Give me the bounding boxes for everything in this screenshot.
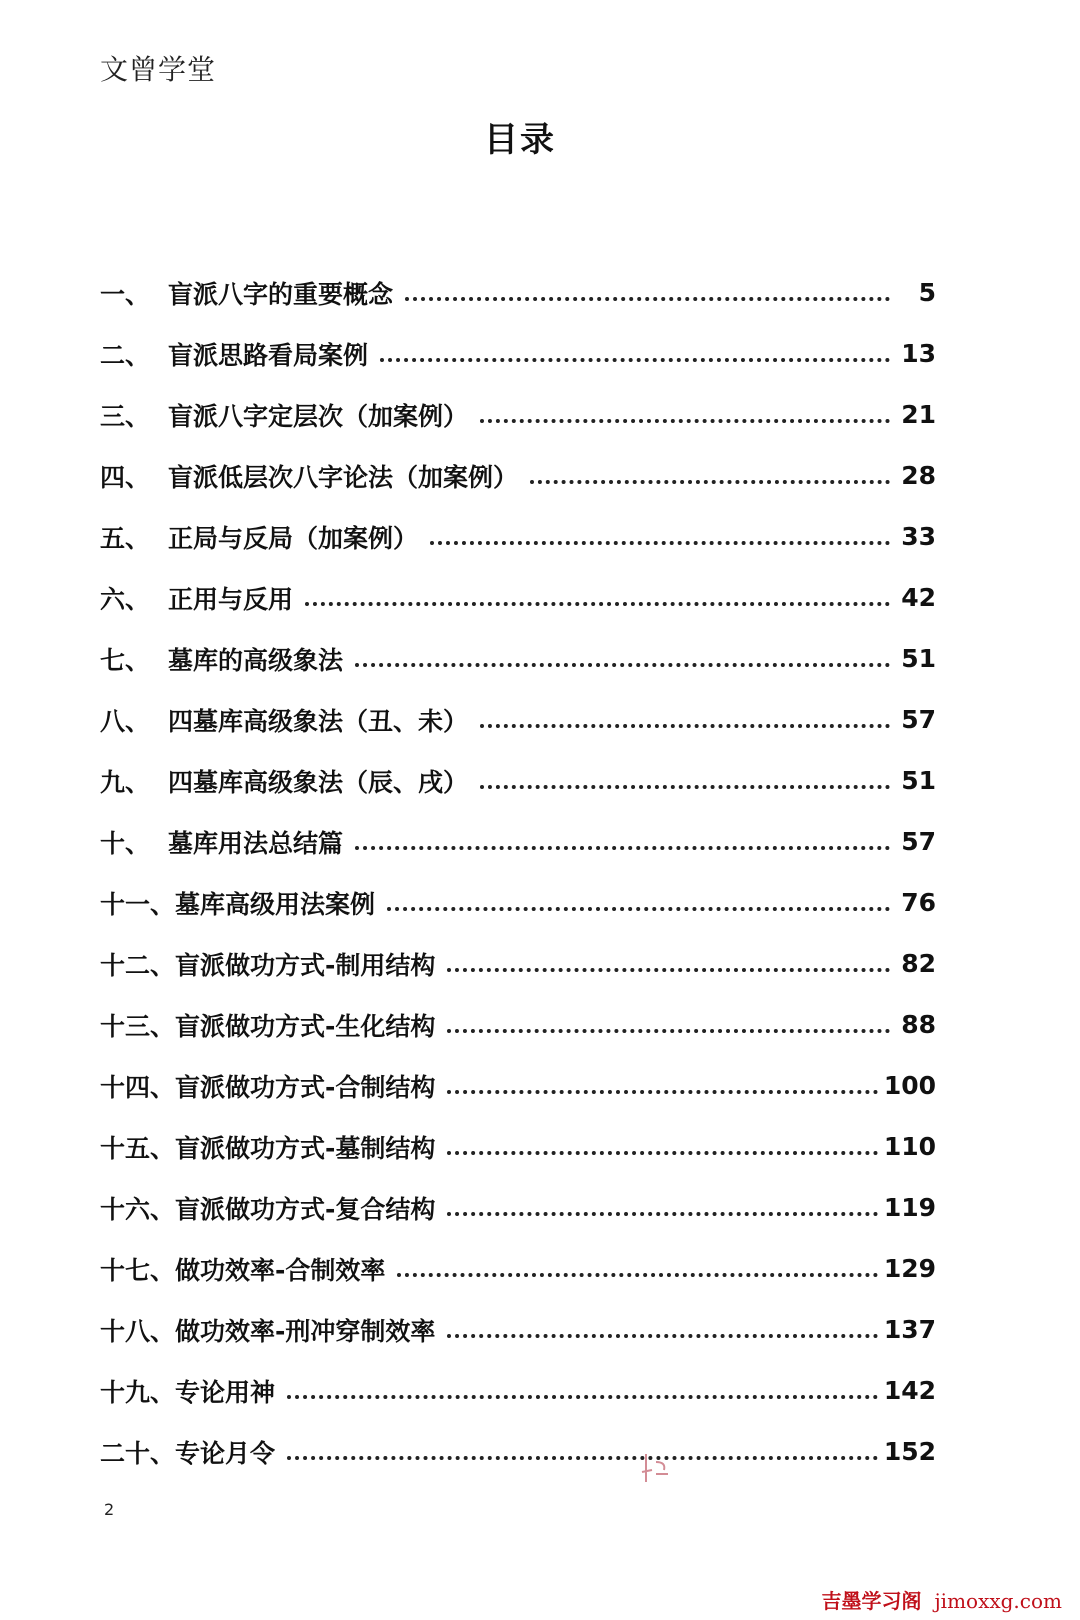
toc-entry <box>100 262 936 323</box>
toc-entry-title: 盲派做功方式-复合结构 <box>175 1194 436 1224</box>
toc-entry-page: 21 <box>901 400 936 429</box>
toc-entry-number: 十六、 <box>100 1194 176 1224</box>
toc-entry <box>100 1055 936 1116</box>
toc-leader-dots <box>480 724 890 728</box>
toc-leader-dots <box>447 1151 877 1155</box>
toc-leader-dots <box>355 663 890 667</box>
toc-entry <box>100 1116 936 1177</box>
toc-entry-number: 十七、 <box>100 1255 176 1285</box>
toc-entry-page: 100 <box>883 1071 936 1100</box>
toc-entry <box>100 1360 936 1421</box>
toc-entry-number: 六、 <box>100 584 151 614</box>
toc-entry-number: 十五、 <box>100 1133 176 1163</box>
toc-entry-page: 119 <box>883 1193 936 1222</box>
toc-leader-dots <box>355 846 890 850</box>
toc-entry-number: 十二、 <box>100 950 176 980</box>
toc-entry-title: 做功效率-刑冲穿制效率 <box>175 1316 436 1346</box>
toc-entry-page: 13 <box>901 339 936 368</box>
toc-entry-title: 盲派低层次八字论法（加案例） <box>168 462 519 492</box>
toc-leader-dots <box>480 785 890 789</box>
toc-entry-number: 七、 <box>100 645 151 675</box>
site-watermark <box>822 1585 1063 1614</box>
toc-leader-dots <box>447 1334 877 1338</box>
toc-entry-title: 墓库的高级象法 <box>168 645 344 675</box>
toc-entry-number: 十三、 <box>100 1011 176 1041</box>
document-header: 文曾学堂 <box>100 53 217 86</box>
toc-leader-dots <box>430 541 890 545</box>
toc-entry <box>100 1177 936 1238</box>
toc-entry <box>100 872 936 933</box>
toc-entry <box>100 1299 936 1360</box>
toc-leader-dots <box>447 1212 877 1216</box>
toc-entry-page: 42 <box>901 583 936 612</box>
toc-entry-page: 137 <box>883 1315 936 1344</box>
toc-entry-page: 110 <box>883 1132 936 1161</box>
watermark-en: jimoxxg.com <box>934 1589 1062 1613</box>
toc-entry-number: 二十、 <box>100 1438 176 1468</box>
toc-entry-title: 做功效率-合制效率 <box>175 1255 386 1285</box>
toc-entry <box>100 750 936 811</box>
toc-entry-title: 正用与反用 <box>168 584 294 614</box>
toc-leader-dots <box>480 419 890 423</box>
toc-entry-page: 28 <box>901 461 936 490</box>
toc-entry-title: 盲派做功方式-制用结构 <box>175 950 436 980</box>
toc-entry-number: 五、 <box>100 523 151 553</box>
toc-entry-title: 专论月令 <box>175 1438 276 1468</box>
toc-entry-number: 十四、 <box>100 1072 176 1102</box>
toc-entry-title: 盲派八字定层次（加案例） <box>168 401 469 431</box>
toc-entry-number: 九、 <box>100 767 151 797</box>
stamp-mark <box>640 1452 670 1488</box>
toc-entry-title: 盲派做功方式-合制结构 <box>175 1072 436 1102</box>
toc-entry <box>100 506 936 567</box>
toc-entry-page: 82 <box>901 949 936 978</box>
toc-entry-number: 十九、 <box>100 1377 176 1407</box>
toc-leader-dots <box>447 1029 890 1033</box>
toc-entry-number: 八、 <box>100 706 151 736</box>
toc-entry-page: 5 <box>918 278 936 307</box>
toc-entry-number: 十、 <box>100 828 151 858</box>
toc-entry-page: 76 <box>901 888 936 917</box>
toc-entry-page: 142 <box>883 1376 936 1405</box>
toc-entry <box>100 994 936 1055</box>
toc-leader-dots <box>530 480 890 484</box>
toc-leader-dots <box>405 297 890 301</box>
toc-entry-title: 盲派思路看局案例 <box>168 340 369 370</box>
toc-entry-number: 二、 <box>100 340 151 370</box>
toc-entry <box>100 567 936 628</box>
toc-entry <box>100 628 936 689</box>
toc-entry-number: 三、 <box>100 401 151 431</box>
toc-entry-title: 盲派做功方式-生化结构 <box>175 1011 436 1041</box>
page-title: 目录 <box>484 120 556 160</box>
toc-entry-page: 57 <box>901 827 936 856</box>
table-of-contents <box>100 262 936 1482</box>
toc-entry <box>100 323 936 384</box>
toc-entry <box>100 384 936 445</box>
toc-entry-page: 152 <box>883 1437 936 1466</box>
toc-entry <box>100 1421 936 1482</box>
toc-entry-title: 墓库用法总结篇 <box>168 828 344 858</box>
toc-leader-dots <box>447 1090 877 1094</box>
toc-leader-dots <box>305 602 890 606</box>
toc-entry-title: 专论用神 <box>175 1377 276 1407</box>
toc-entry-title: 四墓库高级象法（丑、未） <box>168 706 469 736</box>
toc-leader-dots <box>387 907 890 911</box>
toc-leader-dots <box>380 358 890 362</box>
toc-entry-page: 57 <box>901 705 936 734</box>
toc-entry-title: 正局与反局（加案例） <box>168 523 419 553</box>
toc-entry <box>100 445 936 506</box>
page-number: 2 <box>104 1500 115 1519</box>
watermark-cn: 吉墨学习阁 <box>821 1589 922 1613</box>
toc-leader-dots <box>287 1456 878 1460</box>
toc-entry-number: 一、 <box>100 279 151 309</box>
toc-entry-page: 51 <box>901 644 936 673</box>
toc-entry-number: 十一、 <box>100 889 176 919</box>
toc-entry-number: 十八、 <box>100 1316 176 1346</box>
toc-entry-title: 盲派八字的重要概念 <box>168 279 394 309</box>
toc-entry-page: 33 <box>901 522 936 551</box>
toc-entry-title: 四墓库高级象法（辰、戌） <box>168 767 469 797</box>
toc-leader-dots <box>287 1395 878 1399</box>
toc-entry-page: 88 <box>901 1010 936 1039</box>
toc-entry-title: 墓库高级用法案例 <box>175 889 376 919</box>
toc-entry-page: 51 <box>901 766 936 795</box>
toc-entry-page: 129 <box>883 1254 936 1283</box>
toc-entry-number: 四、 <box>100 462 151 492</box>
toc-entry <box>100 1238 936 1299</box>
toc-entry <box>100 933 936 994</box>
toc-leader-dots <box>397 1273 877 1277</box>
toc-entry-title: 盲派做功方式-墓制结构 <box>175 1133 436 1163</box>
toc-entry <box>100 689 936 750</box>
toc-leader-dots <box>447 968 890 972</box>
toc-entry <box>100 811 936 872</box>
